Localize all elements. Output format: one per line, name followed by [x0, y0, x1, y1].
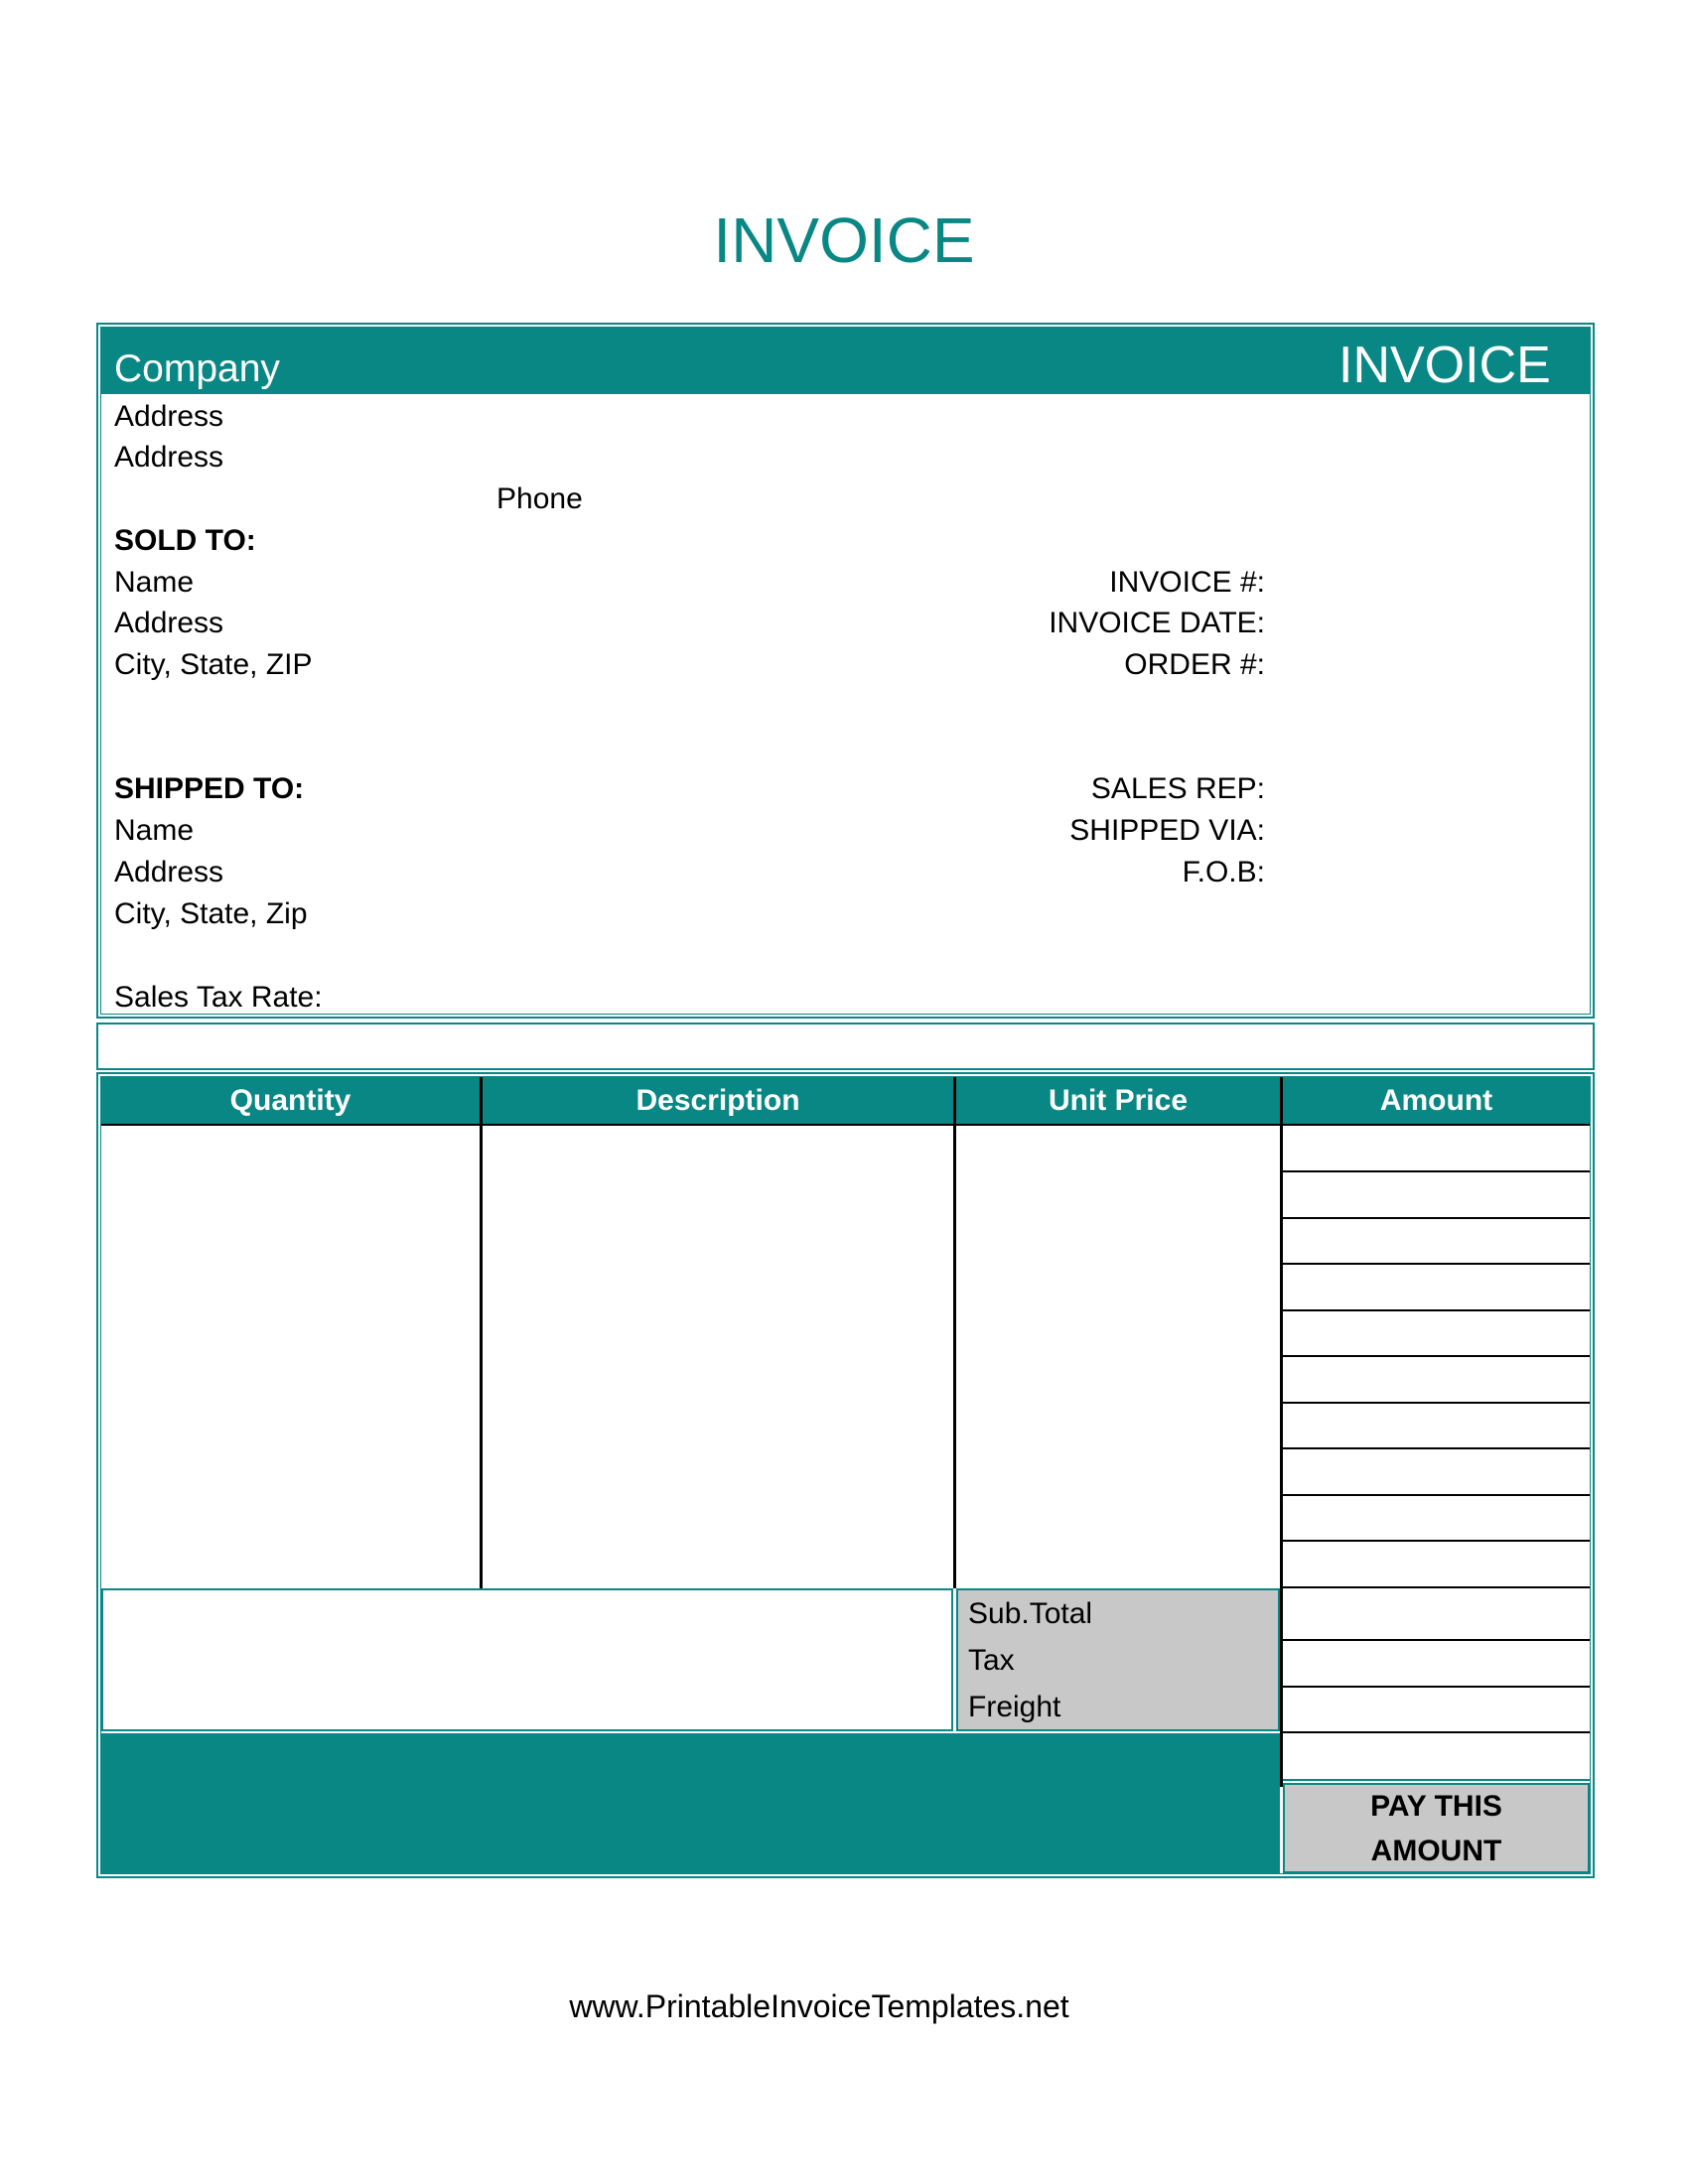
sales-tax-rate-label: Sales Tax Rate:	[114, 981, 323, 1014]
tax-label: Tax	[968, 1644, 1015, 1677]
company-name[interactable]: Company	[114, 347, 280, 390]
amount-row-line	[1283, 1309, 1590, 1311]
invoice-label: INVOICE	[1338, 337, 1551, 394]
footer-url[interactable]: www.PrintableInvoiceTemplates.net	[569, 1988, 1069, 2024]
subtotal-label: Sub.Total	[968, 1597, 1093, 1630]
fob-label: F.O.B:	[1182, 856, 1265, 888]
column-header-amount: Amount	[1283, 1077, 1590, 1126]
amount-row-line	[1283, 1731, 1590, 1733]
company-phone[interactable]: Phone	[496, 482, 583, 515]
column-header-quantity: Quantity	[101, 1077, 480, 1126]
sold-to-city[interactable]: City, State, ZIP	[114, 648, 313, 681]
sold-to-name[interactable]: Name	[114, 566, 195, 599]
description-cell[interactable]	[483, 1126, 953, 1588]
amount-row-line	[1283, 1686, 1590, 1688]
company-address-1[interactable]: Address	[114, 400, 224, 433]
unit-price-cell[interactable]	[956, 1126, 1280, 1588]
column-header-description: Description	[483, 1077, 953, 1126]
column-header-unit-price: Unit Price	[956, 1077, 1280, 1126]
amount-row-line	[1283, 1540, 1590, 1542]
invoice-number-label: INVOICE #:	[1109, 566, 1265, 599]
company-address-2[interactable]: Address	[114, 441, 224, 474]
sold-to-address[interactable]: Address	[114, 607, 224, 639]
amount-row-line	[1283, 1217, 1590, 1219]
amount-row-line	[1283, 1447, 1590, 1449]
shipped-to-name[interactable]: Name	[114, 814, 195, 847]
page-title: INVOICE	[713, 205, 975, 276]
freight-label: Freight	[968, 1691, 1061, 1723]
sold-to-heading: SOLD TO:	[114, 524, 256, 557]
amount-row-line	[1283, 1494, 1590, 1496]
sales-rep-label: SALES REP:	[1090, 772, 1265, 805]
invoice-date-label: INVOICE DATE:	[1049, 607, 1265, 639]
amount-row-line	[1283, 1263, 1590, 1265]
footer-bar	[101, 1733, 1280, 1873]
column-divider	[1280, 1077, 1283, 1787]
amount-row-line	[1283, 1779, 1590, 1781]
shipped-via-label: SHIPPED VIA:	[1069, 814, 1265, 847]
notes-box[interactable]	[101, 1588, 953, 1731]
amount-row-line	[1283, 1586, 1590, 1588]
spacer-row	[96, 1023, 1595, 1070]
shipped-to-address[interactable]: Address	[114, 856, 224, 888]
amount-row-line	[1283, 1402, 1590, 1404]
quantity-cell[interactable]	[101, 1126, 480, 1588]
shipped-to-city[interactable]: City, State, Zip	[114, 897, 308, 930]
pay-label-line-1: PAY THIS	[1370, 1789, 1502, 1823]
shipped-to-heading: SHIPPED TO:	[114, 772, 305, 805]
amount-row-line	[1283, 1170, 1590, 1172]
amount-row-line	[1283, 1355, 1590, 1357]
order-number-label: ORDER #:	[1124, 648, 1265, 681]
amount-row-line	[1283, 1639, 1590, 1641]
pay-this-amount-box	[1283, 1783, 1590, 1873]
pay-label-line-2: AMOUNT	[1370, 1834, 1502, 1867]
